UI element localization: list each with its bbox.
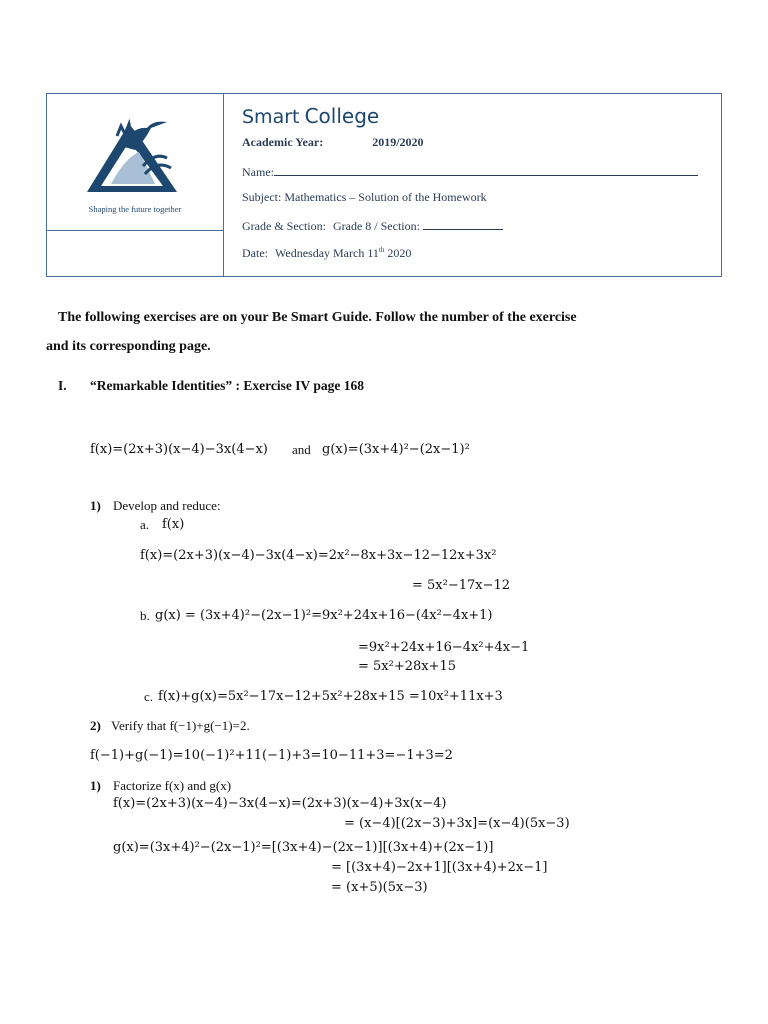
section-blank (423, 218, 503, 230)
college-logo-icon (81, 106, 191, 206)
q2-line-1: f(−1)+g(−1)=10(−1)²+11(−1)+3=10−11+3=−1+3=2 (90, 748, 453, 763)
college-tagline: Shaping the future together (88, 204, 182, 214)
header-box (46, 93, 722, 277)
q3-f-line-1: f(x)=(2x+3)(x−4)−3x(4−x)=(2x+3)(x−4)+3x(x−4) (113, 796, 447, 811)
q3-text: Factorize f(x) and g(x) (113, 778, 232, 793)
q1-text: Develop and reduce: (113, 498, 221, 513)
q1-number: 1) (90, 498, 101, 513)
q1-a-label: a. (140, 517, 150, 532)
q1-a-func: f(x) (162, 517, 185, 532)
grade-value: Grade 8 / Section: (332, 219, 420, 233)
q1-c-line-1: f(x)+g(x)=5x²−17x−12+5x²+28x+15 =10x²+11x+3 (158, 689, 503, 704)
q1-a-line-2: = 5x²−17x−12 (412, 578, 511, 593)
grade-label: Grade & Section: (242, 219, 326, 233)
name-blank (274, 164, 698, 176)
header-divider-horizontal (47, 230, 223, 231)
q1-b-line-1: g(x) = (3x+4)²−(2x−1)²=9x²+24x+16−(4x²−4x+1) (155, 608, 493, 623)
q1-b-line-3: = 5x²+28x+15 (358, 659, 457, 674)
date-value: Wednesday March 11 (275, 246, 379, 260)
q2-text: Verify that f(−1)+g(−1)=2. (111, 718, 250, 733)
name-row (242, 164, 698, 180)
college-name-word1: Smart (242, 106, 300, 128)
section-number: I. (58, 378, 67, 393)
q3-number: 1) (90, 778, 101, 793)
name-label: Name: (242, 165, 274, 179)
grade-row (242, 218, 503, 234)
q3-f-line-2: = (x−4)[(2x−3)+3x]=(x−4)(5x−3) (344, 816, 570, 831)
college-name-word2: College (304, 104, 380, 128)
q3-g-line-2: = [(3x+4)−2x+1][(3x+4)+2x−1] (331, 860, 548, 875)
definition-g: g(x)=(3x+4)²−(2x−1)² (322, 442, 470, 457)
subject-row: Subject: Mathematics – Solution of the Homework (242, 190, 487, 204)
q2-number: 2) (90, 718, 101, 733)
academic-year-row (242, 135, 424, 150)
section-title: “Remarkable Identities” : Exercise IV page 168 (90, 378, 364, 393)
academic-year-label: Academic Year: (242, 135, 324, 149)
q3-g-line-3: = (x+5)(5x−3) (331, 880, 428, 895)
academic-year-value: 2019/2020 (372, 135, 424, 149)
q1-b-label: b. (140, 608, 150, 623)
intro-line-1: The following exercises are on your Be Smart Guide. Follow the number of the exercise (58, 310, 577, 325)
date-suffix: th (378, 246, 385, 254)
date-year: 2020 (387, 246, 412, 260)
q3-g-line-1: g(x)=(3x+4)²−(2x−1)²=[(3x+4)−(2x−1)][(3x+4)+(2x−1)] (113, 840, 494, 855)
header-divider-vertical (223, 94, 224, 276)
definition-f: f(x)=(2x+3)(x−4)−3x(4−x) (90, 442, 268, 457)
date-row (242, 246, 411, 261)
q1-b-line-2: =9x²+24x+16−4x²+4x−1 (358, 640, 530, 655)
date-label: Date: (242, 246, 268, 260)
q1-c-label: c. (144, 689, 154, 704)
intro-line-2: and its corresponding page. (46, 339, 211, 354)
definition-and: and (292, 442, 311, 457)
q1-a-line-1: f(x)=(2x+3)(x−4)−3x(4−x)=2x²−8x+3x−12−12x+3x² (140, 548, 497, 563)
college-name (242, 104, 379, 128)
